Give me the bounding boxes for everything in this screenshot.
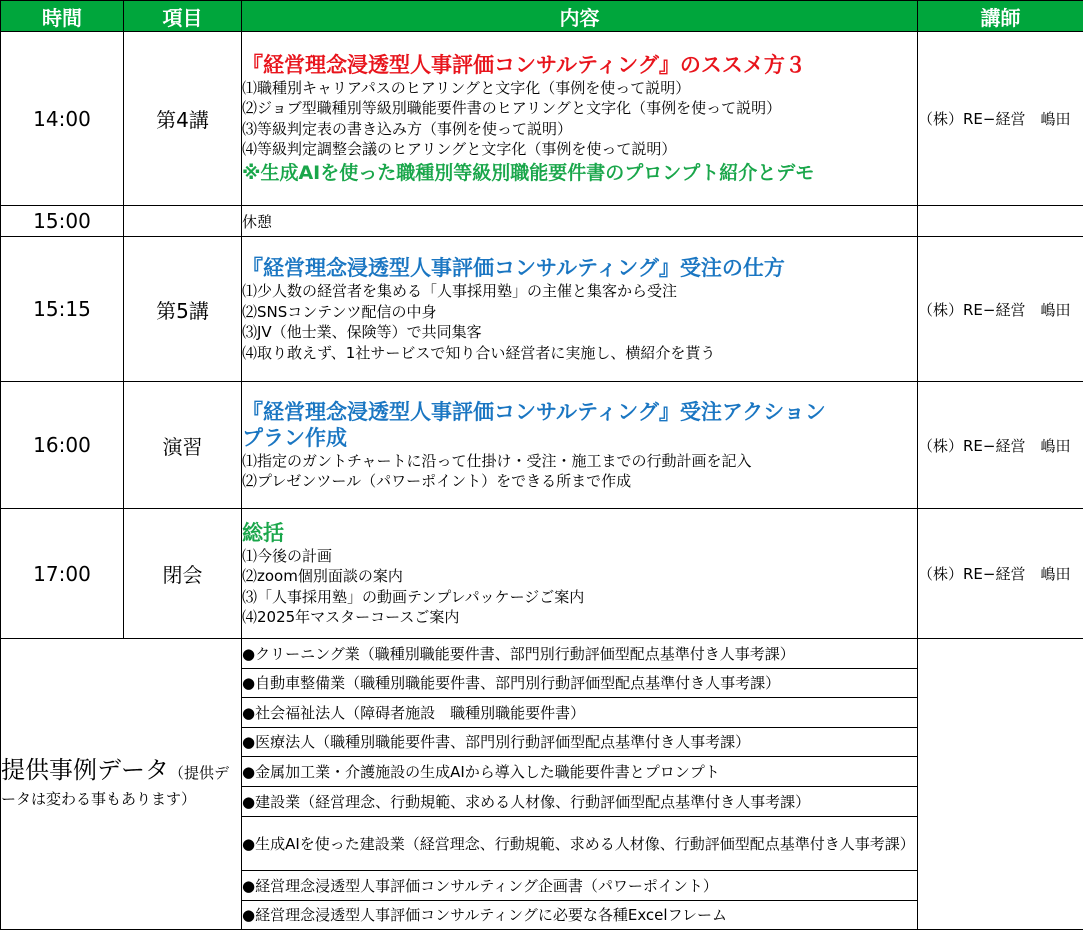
provided-data-label — [1, 639, 242, 930]
content-line: ⑵ジョブ型職種別等級別職能要件書のヒアリングと文字化（事例を使って説明） — [242, 99, 782, 117]
session-time: 15:15 — [1, 237, 124, 382]
case-item: ●経営理念浸透型人事評価コンサルティング企画書（パワーポイント） — [242, 871, 918, 901]
case-empty-cell — [918, 639, 1083, 930]
exercise-row — [1, 382, 1083, 509]
session-lecturer: （株）RE−経営 嶋田 — [918, 509, 1083, 639]
content-line: ⑶JV（他士業、保険等）で共同集客 — [242, 323, 482, 341]
session-item: 第4講 — [124, 32, 242, 206]
session-note: ※生成AIを使った職種別等級別職能要件書のプロンプト紹介とデモ — [242, 161, 815, 184]
session-time: 14:00 — [1, 32, 124, 206]
session-row-5 — [1, 237, 1083, 382]
content-line: ⑵プレゼンツール（パワーポイント）をできる所まで作成 — [242, 472, 632, 490]
session-lecturer: （株）RE−経営 嶋田 — [918, 382, 1083, 509]
session-item: 演習 — [124, 382, 242, 509]
provided-label-note: （提供データは変わる事もあります） — [1, 763, 230, 808]
session-content — [242, 509, 918, 639]
break-item — [124, 206, 242, 237]
content-line: ⑵SNSコンテンツ配信の中身 — [242, 302, 437, 321]
closing-row — [1, 509, 1083, 639]
content-line: ⑷取り敢えず、1社サービスで知り合い経営者に実施し、横紹介を貰う — [242, 343, 716, 362]
session-content — [242, 382, 918, 509]
session-lecturer: （株）RE−経営 嶋田 — [918, 237, 1083, 382]
header-time: 時間 — [1, 1, 124, 32]
session-title: 『経営理念浸透型人事評価コンサルティング』受注の仕方 — [242, 256, 785, 280]
case-item: ●自動車整備業（職種別職能要件書、部門別行動評価型配点基準付き人事考課） — [242, 669, 918, 698]
content-line: ⑴指定のガントチャートに沿って仕掛け・受注・施工までの行動計画を記入 — [242, 451, 752, 470]
content-line: ⑴今後の計画 — [242, 546, 333, 565]
session-time: 16:00 — [1, 382, 124, 509]
break-time: 15:00 — [1, 206, 124, 237]
header-content: 内容 — [242, 1, 918, 32]
case-item: ●生成AIを使った建設業（経営理念、行動規範、求める人材像、行動評価型配点基準付き人事考課） — [242, 817, 918, 871]
session-row-4 — [1, 32, 1083, 206]
case-item: ●クリーニング業（職種別職能要件書、部門別行動評価型配点基準付き人事考課） — [242, 639, 918, 669]
content-line: ⑴職種別キャリアパスのヒアリングと文字化（事例を使って説明） — [242, 78, 691, 97]
case-item: ●医療法人（職種別職能要件書、部門別行動評価型配点基準付き人事考課） — [242, 728, 918, 757]
content-line: ⑶「人事採用塾」の動画テンプレパッケージご案内 — [242, 587, 585, 606]
header-lecturer: 講師 — [918, 1, 1083, 32]
session-item: 閉会 — [124, 509, 242, 639]
break-lecturer — [918, 206, 1083, 237]
header-row — [1, 1, 1083, 32]
session-title-line2: プラン作成 — [242, 425, 347, 450]
session-item: 第5講 — [124, 237, 242, 382]
session-lecturer: （株）RE−経営 嶋田 — [918, 32, 1083, 206]
session-title-line1: 『経営理念浸透型人事評価コンサルティング』受注アクション — [242, 399, 826, 424]
break-text: 休憩 — [242, 206, 918, 237]
content-line: ⑶等級判定表の書き込み方（事例を使って説明） — [242, 119, 573, 138]
session-title: 総括 — [242, 520, 284, 545]
header-item: 項目 — [124, 1, 242, 32]
session-content — [242, 32, 918, 206]
case-item: ●経営理念浸透型人事評価コンサルティングに必要な各種Excelフレーム — [242, 901, 918, 930]
content-line: ⑴少人数の経営者を集める「人事採用塾」の主催と集客から受注 — [242, 282, 678, 300]
case-item: ●建設業（経営理念、行動規範、求める人材像、行動評価型配点基準付き人事考課） — [242, 787, 918, 817]
case-item: ●金属加工業・介護施設の生成AIから導入した職能要件書とプロンプト — [242, 757, 918, 787]
session-title: 『経営理念浸透型人事評価コンサルティング』のススメ方３ — [242, 52, 806, 77]
case-item: ●社会福祉法人（障碍者施設 職種別職能要件書） — [242, 698, 918, 728]
break-row — [1, 206, 1083, 237]
provided-label-main: 提供事例データ — [1, 755, 169, 784]
content-line: ⑷2025年マスターコースご案内 — [242, 608, 460, 626]
session-time: 17:00 — [1, 509, 124, 639]
content-line: ⑷等級判定調整会議のヒアリングと文字化（事例を使って説明） — [242, 140, 677, 158]
session-content — [242, 237, 918, 382]
case-row — [1, 639, 1083, 669]
content-line: ⑵zoom個別面談の案内 — [242, 567, 403, 585]
